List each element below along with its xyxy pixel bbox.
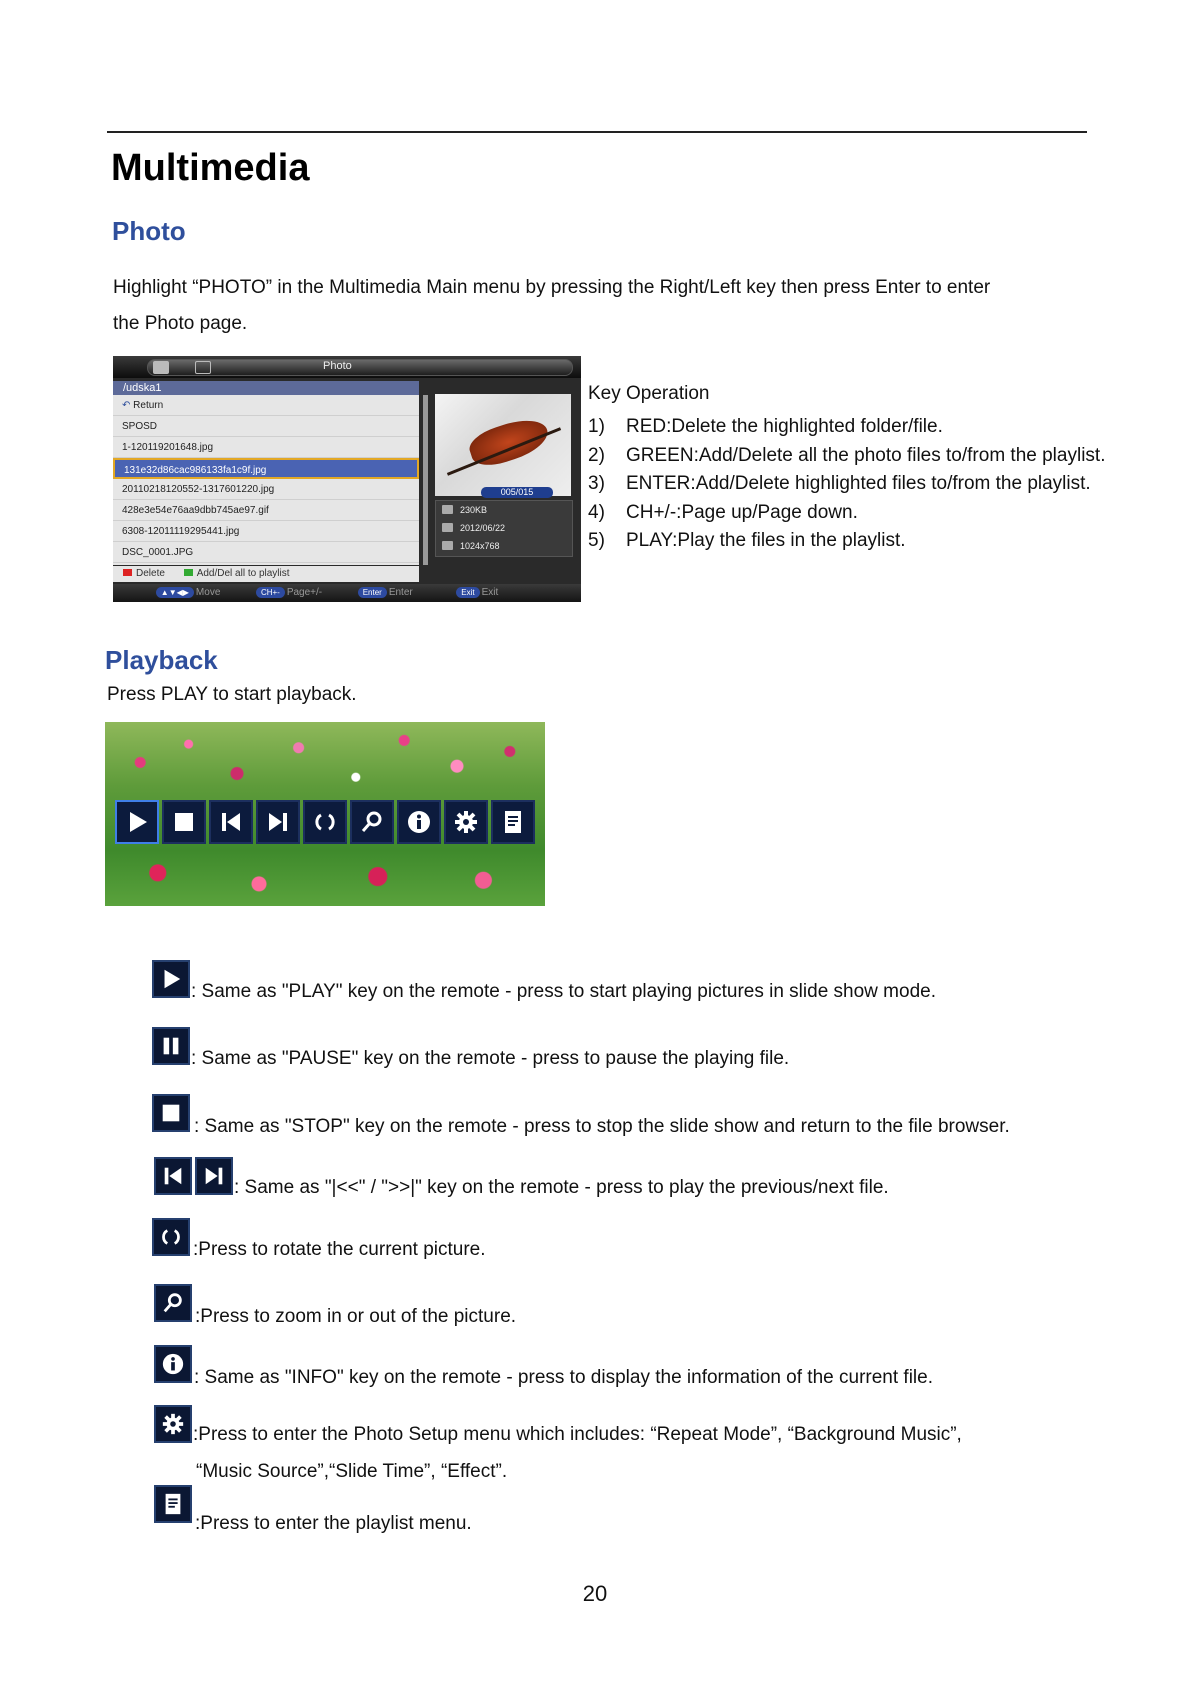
key-op-item: 5) PLAY:Play the files in the playlist.: [588, 530, 906, 551]
bar-playlist-button[interactable]: [491, 800, 535, 844]
play-icon: [159, 967, 183, 991]
bar-stop-button[interactable]: [162, 800, 206, 844]
resolution-icon: [442, 541, 453, 550]
bar-setup-button[interactable]: [444, 800, 488, 844]
playlist-icon: [500, 809, 526, 835]
bar-prev-button[interactable]: [209, 800, 253, 844]
move-key: ▲▼◀▶: [156, 587, 194, 598]
file-row[interactable]: SPOSD: [113, 416, 419, 437]
rotate-icon: [312, 809, 338, 835]
photo-browser-screenshot: [113, 356, 581, 602]
file-row[interactable]: 428e3e54e76aa9dbb745ae97.gif: [113, 500, 419, 521]
top-rule: [107, 131, 1087, 133]
legend-playlist-icon: [154, 1485, 192, 1523]
legend-prev-next-text: : Same as "|<<" / ">>|" key on the remote - press to play the previous/next file.: [234, 1177, 889, 1198]
photo-heading: Photo: [112, 216, 186, 246]
legend-prev-icon: [154, 1157, 192, 1195]
file-row[interactable]: 6308-12011119295441.jpg: [113, 521, 419, 542]
legend-setup-text-line2: “Music Source”,“Slide Time”, “Effect”.: [196, 1461, 508, 1482]
size-icon: [442, 505, 453, 514]
previous-icon: [218, 809, 244, 835]
key-operation-title: Key Operation: [588, 383, 710, 404]
legend-info-text: : Same as "INFO" key on the remote - press to display the information of the current file.: [194, 1367, 933, 1388]
next-icon: [265, 809, 291, 835]
key-op-item: 3) ENTER:Add/Delete highlighted files to/from the playlist.: [588, 473, 1091, 494]
next-icon: [202, 1164, 226, 1188]
file-row[interactable]: 1-120119201648.jpg: [113, 437, 419, 458]
key-hints-bar: ▲▼◀▶ Move CH+- Page+/- Enter Enter Exit Exit: [113, 584, 581, 602]
file-list: [113, 395, 419, 565]
legend-play-text: : Same as "PLAY" key on the remote - press to start playing pictures in slide show mode.: [191, 981, 936, 1002]
info-icon: [406, 809, 432, 835]
list-view-icon: [153, 361, 169, 374]
playback-intro: Press PLAY to start playback.: [107, 684, 357, 705]
page-title: Multimedia: [111, 147, 310, 189]
bar-rotate-button[interactable]: [303, 800, 347, 844]
bar-zoom-button[interactable]: [350, 800, 394, 844]
file-list-scrollbar[interactable]: [423, 395, 428, 565]
playback-screenshot: [105, 722, 545, 906]
bar-info-button[interactable]: [397, 800, 441, 844]
file-date: 2012/06/22: [436, 519, 572, 537]
date-icon: [442, 523, 453, 532]
pause-icon: [159, 1034, 183, 1058]
legend-zoom-text: :Press to zoom in or out of the picture.: [195, 1306, 517, 1327]
stop-icon: [159, 1101, 183, 1125]
return-icon: ↶: [122, 400, 131, 411]
page-key: CH+-: [256, 587, 285, 598]
photo-intro-line1: Highlight “PHOTO” in the Multimedia Main menu by pressing the Right/Left key then press Enter to enter: [113, 277, 991, 298]
legend-play-icon: [152, 960, 190, 998]
color-key-legend: Delete Add/Del all to playlist: [113, 566, 419, 582]
previous-icon: [161, 1164, 185, 1188]
file-resolution: 1024x768: [436, 537, 572, 555]
key-op-item: 1) RED:Delete the highlighted folder/file.: [588, 416, 943, 437]
legend-rotate-text: :Press to rotate the current picture.: [193, 1239, 486, 1260]
red-key-icon: [123, 569, 132, 576]
file-info-panel: [435, 500, 573, 557]
screen-title-bar: [113, 356, 581, 378]
legend-stop-icon: [152, 1094, 190, 1132]
file-counter: 005/015: [481, 487, 553, 498]
rotate-icon: [159, 1225, 183, 1249]
info-icon: [161, 1352, 185, 1376]
file-size: 230KB: [436, 501, 572, 519]
key-op-item: 2) GREEN:Add/Delete all the photo files to/from the playlist.: [588, 444, 1106, 466]
file-row[interactable]: DSC_0001.JPG: [113, 542, 419, 563]
page-number: 20: [582, 1581, 608, 1606]
bar-next-button[interactable]: [256, 800, 300, 844]
screen-path: /udska1: [113, 381, 419, 395]
playlist-icon: [161, 1492, 185, 1516]
enter-key: Enter: [358, 587, 387, 598]
legend-next-icon: [195, 1157, 233, 1195]
zoom-icon: [359, 809, 385, 835]
green-key-icon: [184, 569, 193, 576]
legend-zoom-icon: [154, 1284, 192, 1322]
zoom-icon: [161, 1291, 185, 1315]
legend-setup-icon: [154, 1405, 192, 1443]
screen-title: Photo: [323, 360, 352, 372]
gear-icon: [161, 1412, 185, 1436]
legend-setup-text: :Press to enter the Photo Setup menu which includes: “Repeat Mode”, “Background Music”,: [193, 1424, 962, 1445]
playback-control-bar: [115, 800, 535, 844]
file-row[interactable]: ↶ Return: [113, 395, 419, 416]
legend-info-icon: [154, 1345, 192, 1383]
legend-rotate-icon: [152, 1218, 190, 1256]
legend-pause-text: : Same as "PAUSE" key on the remote - press to pause the playing file.: [191, 1048, 790, 1069]
file-row-selected[interactable]: 131e32d86cac986133fa1c9f.jpg: [113, 458, 419, 479]
key-op-item: 4) CH+/-:Page up/Page down.: [588, 501, 858, 523]
playback-heading: Playback: [105, 645, 218, 675]
thumbnail-view-icon: [195, 361, 211, 374]
legend-pause-icon: [152, 1027, 190, 1065]
file-row[interactable]: 20110218120552-1317601220.jpg: [113, 479, 419, 500]
exit-key: Exit: [456, 587, 479, 598]
photo-intro-line2: the Photo page.: [113, 313, 248, 334]
gear-icon: [453, 809, 479, 835]
legend-stop-text: : Same as "STOP" key on the remote - press to stop the slide show and return to the file browser.: [194, 1116, 1010, 1137]
stop-icon: [171, 809, 197, 835]
play-icon: [124, 809, 150, 835]
photo-preview: [435, 394, 571, 496]
legend-playlist-text: :Press to enter the playlist menu.: [195, 1513, 472, 1534]
bar-play-button[interactable]: [115, 800, 159, 844]
key-operation-list: [588, 413, 1105, 556]
